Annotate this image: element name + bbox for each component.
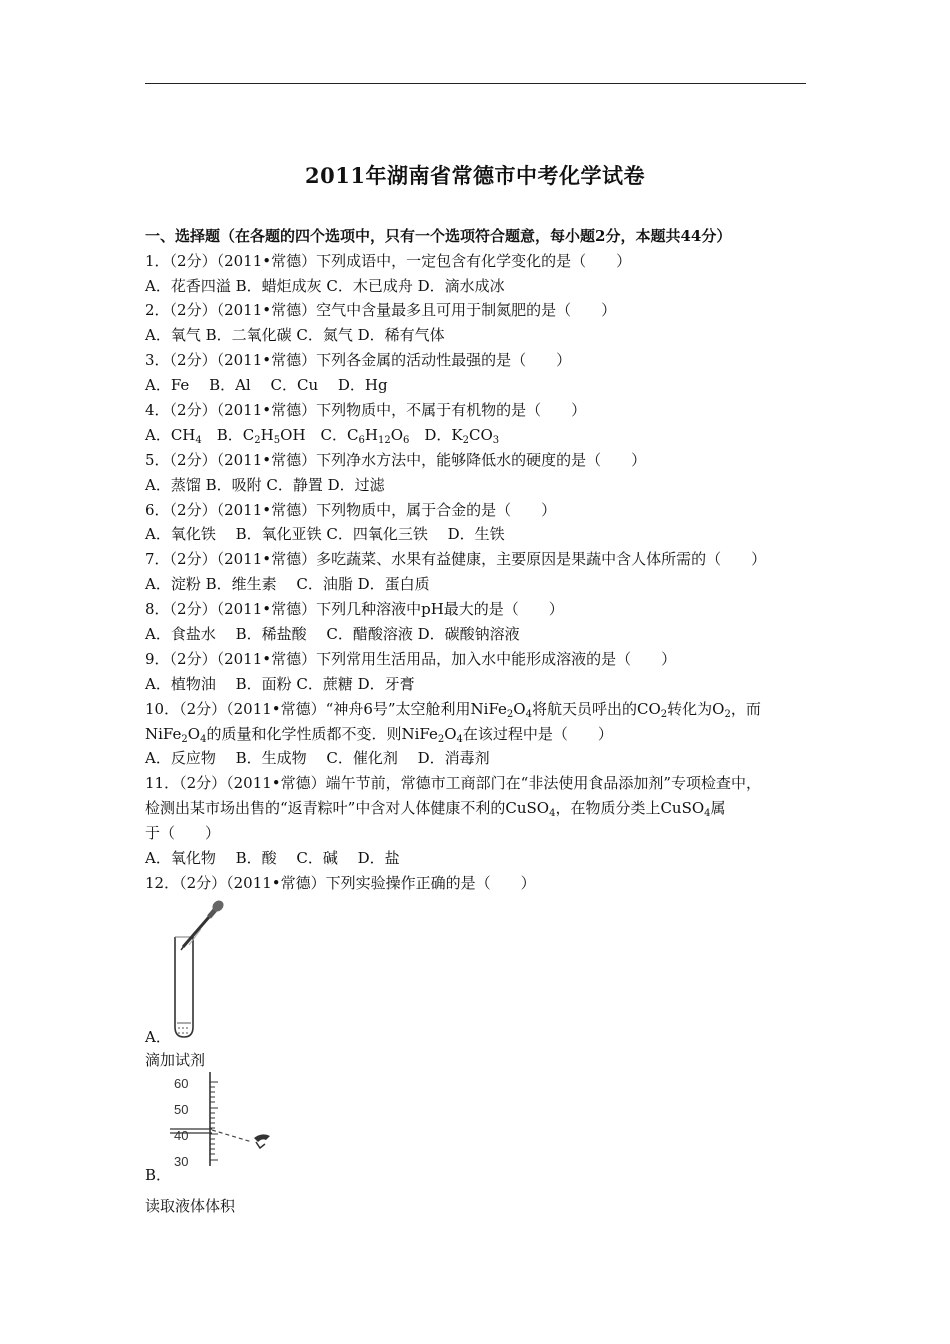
- graduated-cylinder-figure: [170, 1070, 280, 1170]
- answer-options-5: A．蒸馏 B．吸附 C．静置 D．过滤: [145, 476, 385, 494]
- cylinder-mark-50: 50: [174, 1102, 189, 1117]
- question-11-line-2: 检测出某市场出售的“返青粽叶”中含对人体健康不利的CuSO$_4$，在物质分类上CuSO$_4$属: [145, 799, 726, 819]
- option-b-caption: 读取液体体积: [145, 1197, 236, 1215]
- question-5: 5．（2分）（2011•常德）下列净水方法中，能够降低水的硬度的是（ ）: [145, 451, 647, 469]
- answer-options-3: A．Fe B．Al C．Cu D．Hg: [145, 376, 388, 394]
- question-12: 12．（2分）（2011•常德）下列实验操作正确的是（ ）: [145, 874, 536, 892]
- answer-options-11: A．氧化物 B．酸 C．碱 D．盐: [145, 849, 400, 867]
- answer-options-4: A．$CH_4$ B．$C_2H_5OH$ C．$C_6H_{12}O_6$ D．$K_2CO_3$: [145, 426, 500, 446]
- question-11-line-1: 11．（2分）（2011•常德）端午节前，常德市工商部门在“非法使用食品添加剂”专项检查中，: [145, 774, 761, 792]
- question-7: 7．（2分）（2011•常德）多吃蔬菜、水果有益健康，主要原因是果蔬中含人体所需的（ ）: [145, 550, 767, 568]
- question-10-line-1: 10．（2分）（2011•常德）“神舟6号”太空舱利用$NiFe_2O_4$将航天员呼出的$CO_2$转化为$O_2$，而: [145, 700, 761, 720]
- question-1: 1．（2分）（2011•常德）下列成语中，一定包含有化学变化的是（ ）: [145, 252, 632, 270]
- option-a-label: A．: [145, 1028, 171, 1046]
- cylinder-mark-40: 40: [174, 1128, 189, 1143]
- question-11-line-3: 于（ ）: [145, 824, 221, 842]
- cylinder-mark-60: 60: [174, 1076, 189, 1091]
- option-a-caption: 滴加试剂: [145, 1051, 206, 1069]
- answer-options-1: A．花香四溢 B．蜡炬成灰 C．木已成舟 D．滴水成冰: [145, 277, 505, 295]
- answer-options-7: A．淀粉 B．维生素 C．油脂 D．蛋白质: [145, 575, 430, 593]
- section-heading: 一、选择题（在各题的四个选项中，只有一个选项符合题意，每小题2分，本题共44分）: [145, 227, 732, 245]
- dropper-test-tube-figure: [165, 895, 235, 1045]
- answer-options-9: A．植物油 B．面粉 C．蔗糖 D．牙膏: [145, 675, 415, 693]
- option-b-label: B．: [145, 1166, 172, 1184]
- page-title: 2011年湖南省常德市中考化学试卷: [305, 163, 645, 188]
- answer-options-6: A．氧化铁 B．氧化亚铁 C．四氧化三铁 D．生铁: [145, 525, 505, 543]
- header-rule: [145, 83, 806, 84]
- question-9: 9．（2分）（2011•常德）下列常用生活用品，加入水中能形成溶液的是（ ）: [145, 650, 677, 668]
- question-8: 8．（2分）（2011•常德）下列几种溶液中pH最大的是（ ）: [145, 600, 564, 618]
- question-3: 3．（2分）（2011•常德）下列各金属的活动性最强的是（ ）: [145, 351, 572, 369]
- answer-options-2: A．氧气 B．二氧化碳 C．氮气 D．稀有气体: [145, 326, 445, 344]
- answer-options-10: A．反应物 B．生成物 C．催化剂 D．消毒剂: [145, 749, 490, 767]
- question-2: 2．（2分）（2011•常德）空气中含量最多且可用于制氮肥的是（ ）: [145, 301, 617, 319]
- cylinder-mark-30: 30: [174, 1154, 189, 1169]
- question-6: 6．（2分）（2011•常德）下列物质中，属于合金的是（ ）: [145, 501, 557, 519]
- answer-options-8: A．食盐水 B．稀盐酸 C．醋酸溶液 D．碳酸钠溶液: [145, 625, 520, 643]
- question-4: 4．（2分）（2011•常德）下列物质中，不属于有机物的是（ ）: [145, 401, 587, 419]
- question-10-line-2: $NiFe_2O_4$的质量和化学性质都不变．则$NiFe_2O_4$在该过程中是（ ）: [145, 725, 613, 745]
